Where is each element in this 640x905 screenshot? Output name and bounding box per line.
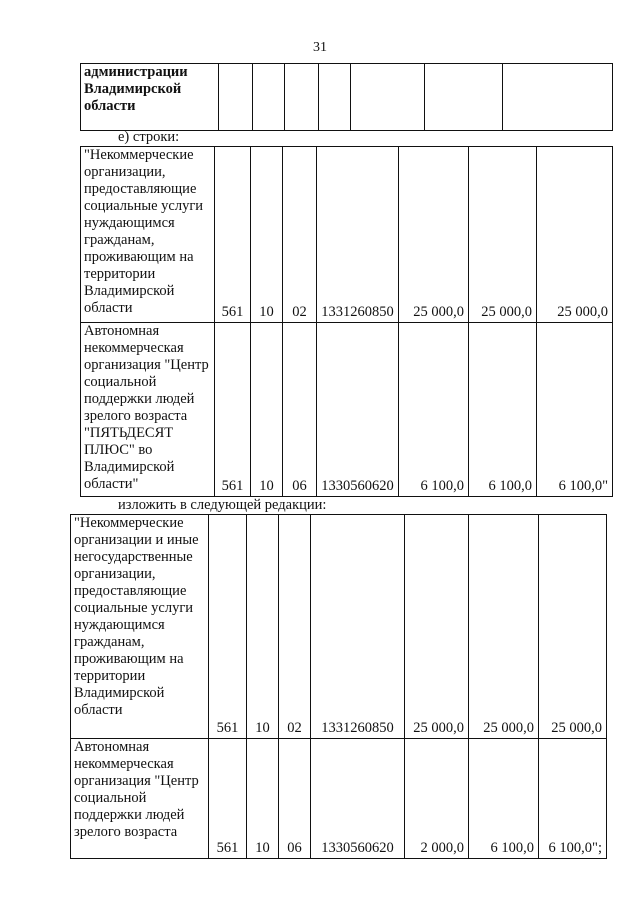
empty-cell — [253, 64, 285, 131]
amount-cell: 25 000,0 — [405, 515, 469, 739]
empty-cell — [319, 64, 351, 131]
table-row — [81, 323, 613, 497]
table-row — [81, 147, 613, 323]
csr-cell: 1330560620 — [311, 739, 405, 859]
pr-cell: 02 — [279, 515, 311, 739]
amount-cell: 6 100,0 — [469, 739, 539, 859]
rz-cell: 10 — [247, 515, 279, 739]
amount-cell: 25 000,0 — [399, 147, 469, 323]
table-row — [71, 739, 607, 859]
old-rows-table — [80, 146, 613, 497]
ved-cell: 561 — [215, 147, 251, 323]
csr-cell: 1331260850 — [311, 515, 405, 739]
caption-strings: е) строки: — [118, 129, 180, 145]
amount-cell: 25 000,0 — [539, 515, 607, 739]
pr-cell: 06 — [283, 323, 317, 497]
empty-cell — [285, 64, 319, 131]
table-row — [71, 515, 607, 739]
rz-cell: 10 — [247, 739, 279, 859]
empty-cell — [351, 64, 425, 131]
new-rows-table — [70, 514, 607, 859]
empty-cell — [503, 64, 613, 131]
ved-cell: 561 — [215, 323, 251, 497]
rz-cell: 10 — [251, 147, 283, 323]
row-name: Автономная некоммерческая организация "Центр социальной поддержки людей зрелого возраста — [71, 739, 209, 859]
caption-new-edition: изложить в следующей редакции: — [118, 497, 327, 513]
ved-cell: 561 — [209, 515, 247, 739]
page-number: 31 — [313, 40, 327, 55]
amount-cell: 6 100,0 — [399, 323, 469, 497]
csr-cell: 1331260850 — [317, 147, 399, 323]
empty-cell — [425, 64, 503, 131]
csr-cell: 1330560620 — [317, 323, 399, 497]
header-fragment-name: администрации Владимирской области — [81, 64, 219, 131]
amount-cell: 6 100,0 — [469, 323, 537, 497]
amount-cell: 2 000,0 — [405, 739, 469, 859]
amount-cell: 6 100,0"; — [539, 739, 607, 859]
empty-cell — [219, 64, 253, 131]
row-name: Автономная некоммерческая организация "Центр социальной поддержки людей зрелого возраста "ПЯТЬДЕСЯТ ПЛЮС" во Владимирской области" — [81, 323, 215, 497]
row-name: "Некоммерческие организации и иные негосударственные организации, предоставляющие социальные услуги нуждающимся гражданам, проживающим на территории Владимирской области — [71, 515, 209, 739]
amount-cell: 6 100,0" — [537, 323, 613, 497]
pr-cell: 02 — [283, 147, 317, 323]
amount-cell: 25 000,0 — [469, 147, 537, 323]
amount-cell: 25 000,0 — [537, 147, 613, 323]
header-fragment-table — [80, 63, 613, 131]
row-name: "Некоммерческие организации, предоставляющие социальные услуги нуждающимся гражданам, проживающим на территории Владимирской области — [81, 147, 215, 323]
ved-cell: 561 — [209, 739, 247, 859]
rz-cell: 10 — [251, 323, 283, 497]
pr-cell: 06 — [279, 739, 311, 859]
amount-cell: 25 000,0 — [469, 515, 539, 739]
